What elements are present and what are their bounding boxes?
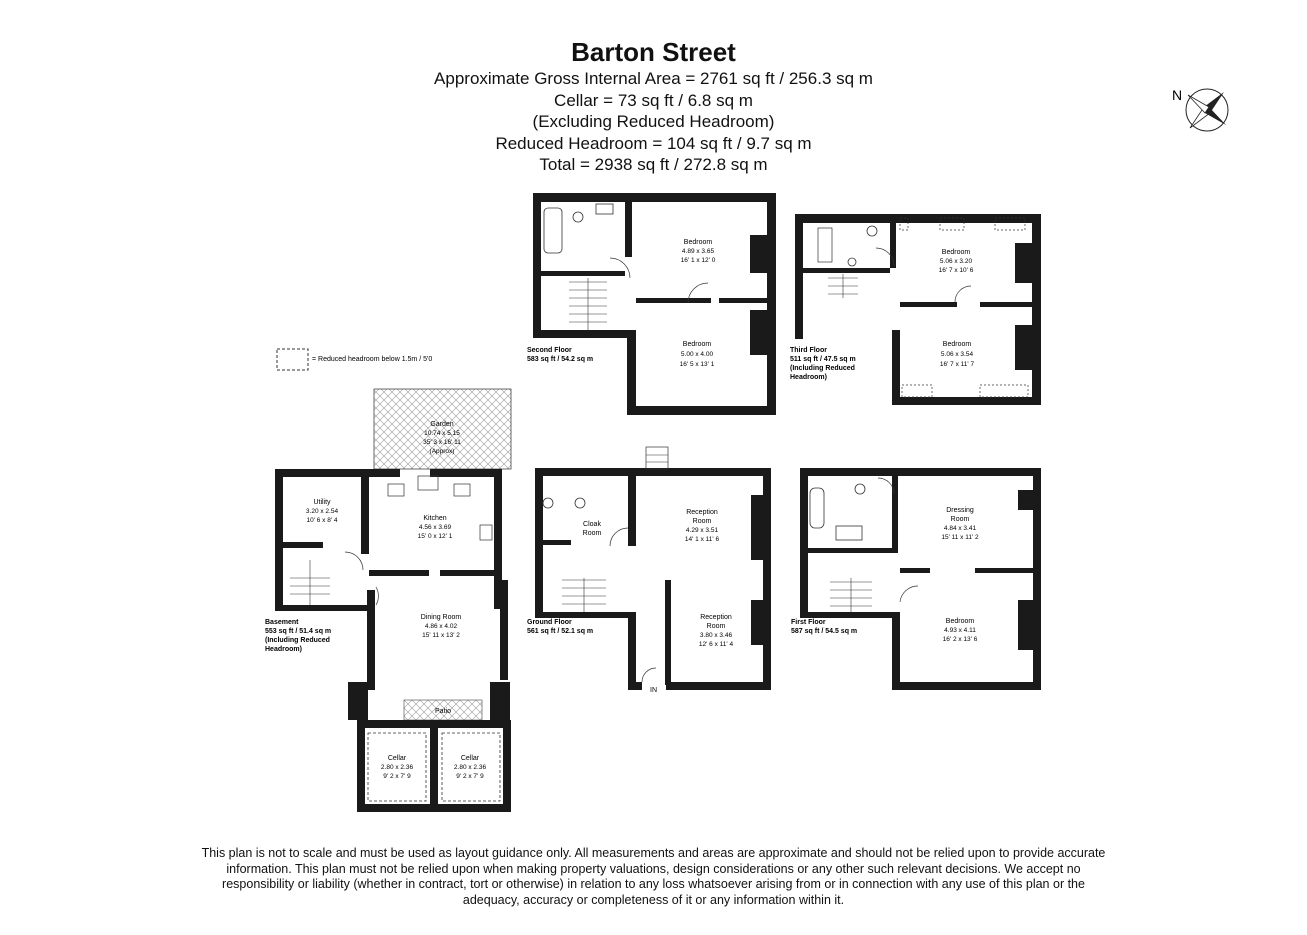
- area-line-gross: Approximate Gross Internal Area = 2761 sq ft / 256.3 sq m: [434, 69, 873, 88]
- room-name: Cellar: [387, 755, 407, 762]
- room-name: Patio: [435, 708, 451, 715]
- room-dimension-metric: 3.20 x 2.54: [305, 508, 339, 515]
- room-dimension-metric: 3.80 x 3.46: [699, 632, 733, 639]
- room-dimension-metric: 4.84 x 3.41: [943, 525, 977, 532]
- floor-area: 553 sq ft / 51.4 sq m: [265, 628, 332, 635]
- ground-floor-plan: [527, 447, 771, 694]
- room-name: Bedroom: [942, 341, 972, 348]
- third-floor-plan: [790, 214, 1041, 405]
- first-floor-plan: [791, 468, 1041, 690]
- compass-north-label: N: [1172, 87, 1183, 103]
- floor-label: Ground Floor: [527, 619, 572, 626]
- room-dimension-metric: 5.06 x 3.54: [940, 351, 974, 358]
- room-dimension-imperial: 9' 2 x 7' 9: [456, 773, 484, 780]
- room-dimension-imperial: 12' 6 x 11' 4: [698, 641, 734, 648]
- floor-note: Headroom): [790, 374, 827, 381]
- room-name: Reception: [686, 509, 718, 516]
- room-dimension-imperial: 15' 0 x 12' 1: [417, 533, 453, 540]
- room-dimension-imperial: 9' 2 x 7' 9: [383, 773, 411, 780]
- room-name: Reception: [700, 614, 732, 621]
- second-floor-plan: [527, 193, 776, 415]
- legend-text: = Reduced headroom below 1.5m / 5'0: [312, 356, 433, 363]
- room-name: Kitchen: [423, 515, 447, 522]
- room-dimension-imperial: 16' 7 x 10' 6: [938, 267, 974, 274]
- room-name: Bedroom: [682, 341, 712, 348]
- room-dimension-metric: 2.80 x 2.36: [453, 764, 487, 771]
- room-note: (Approx): [429, 448, 455, 455]
- entrance-label: IN: [650, 687, 657, 694]
- floor-note: (Including Reduced: [265, 637, 330, 644]
- area-line-reduced: Reduced Headroom = 104 sq ft / 9.7 sq m: [495, 133, 812, 153]
- room-dimension-imperial: 10' 6 x 8' 4: [306, 517, 338, 524]
- room-dimension-metric: 5.00 x 4.00: [680, 351, 714, 358]
- room-name: Utility: [313, 499, 331, 506]
- legend: [277, 349, 432, 370]
- floor-area: 561 sq ft / 52.1 sq m: [527, 628, 594, 635]
- room-name: Room: [692, 518, 712, 525]
- property-title: Barton Street: [571, 37, 736, 67]
- room-name: Room: [582, 530, 602, 537]
- room-dimension-metric: 4.93 x 4.11: [944, 627, 976, 634]
- room-name: Bedroom: [945, 618, 975, 625]
- room-name: Bedroom: [683, 239, 713, 246]
- floor-area: 511 sq ft / 47.5 sq m: [790, 356, 856, 363]
- floor-label: Second Floor: [527, 347, 572, 354]
- compass-rose-icon: [1172, 87, 1228, 131]
- floor-area: 583 sq ft / 54.2 sq m: [527, 356, 594, 363]
- disclaimer-text: This plan is not to scale and must be used as layout guidance only. All measurements and areas are approximate and should not be relied upon to provide accurate information. This plan must not be relied upon when making property valuations, design considerations or any other such relevant decisions. We accept no responsibility or liability (whether in contract, tort or otherwise) in relation to any loss whatsoever arising from or in connection with any use of this plan or the adequacy, accuracy or completeness of it or any information within it.: [201, 846, 1106, 907]
- room-dimension-imperial: 16' 1 x 12' 0: [680, 257, 716, 264]
- room-dimension-metric: 2.80 x 2.36: [380, 764, 414, 771]
- room-name: Room: [706, 623, 726, 630]
- floor-note: (Including Reduced: [790, 365, 855, 372]
- area-line-total: Total = 2938 sq ft / 272.8 sq m: [539, 155, 768, 174]
- floor-area: 587 sq ft / 54.5 sq m: [791, 628, 858, 635]
- room-dimension-imperial: 35' 3 x 16' 11: [423, 439, 461, 446]
- room-dimension-imperial: 16' 7 x 11' 7: [939, 361, 975, 368]
- room-dimension-imperial: 16' 5 x 13' 1: [679, 361, 715, 368]
- room-name: Dressing: [946, 507, 974, 514]
- room-dimension-imperial: 16' 2 x 13' 6: [942, 636, 978, 643]
- room-name: Room: [950, 516, 970, 523]
- room-name: Dining Room: [420, 614, 462, 621]
- room-dimension-imperial: 15' 11 x 11' 2: [941, 534, 979, 541]
- floor-label: Third Floor: [790, 347, 827, 354]
- room-name: Cellar: [460, 755, 480, 762]
- room-dimension-metric: 4.29 x 3.51: [685, 527, 719, 534]
- room-dimension-metric: 10.74 x 5.15: [424, 430, 460, 437]
- room-dimension-metric: 4.89 x 3.65: [681, 248, 715, 255]
- floor-note: Headroom): [265, 646, 302, 653]
- room-dimension-imperial: 15' 11 x 13' 2: [422, 632, 460, 639]
- room-name: Cloak: [583, 521, 601, 528]
- room-dimension-metric: 4.86 x 4.02: [424, 623, 458, 630]
- area-line-cellar: Cellar = 73 sq ft / 6.8 sq m: [554, 90, 753, 110]
- area-line-excluding: (Excluding Reduced Headroom): [532, 112, 775, 131]
- floor-label: First Floor: [791, 619, 826, 626]
- room-name: Garden: [430, 421, 454, 428]
- room-dimension-imperial: 14' 1 x 11' 6: [684, 536, 720, 543]
- floor-label: Basement: [265, 619, 299, 626]
- basement-plan: [265, 389, 511, 812]
- room-dimension-metric: 4.56 x 3.69: [418, 524, 452, 531]
- room-dimension-metric: 5.06 x 3.20: [939, 258, 973, 265]
- room-name: Bedroom: [941, 249, 971, 256]
